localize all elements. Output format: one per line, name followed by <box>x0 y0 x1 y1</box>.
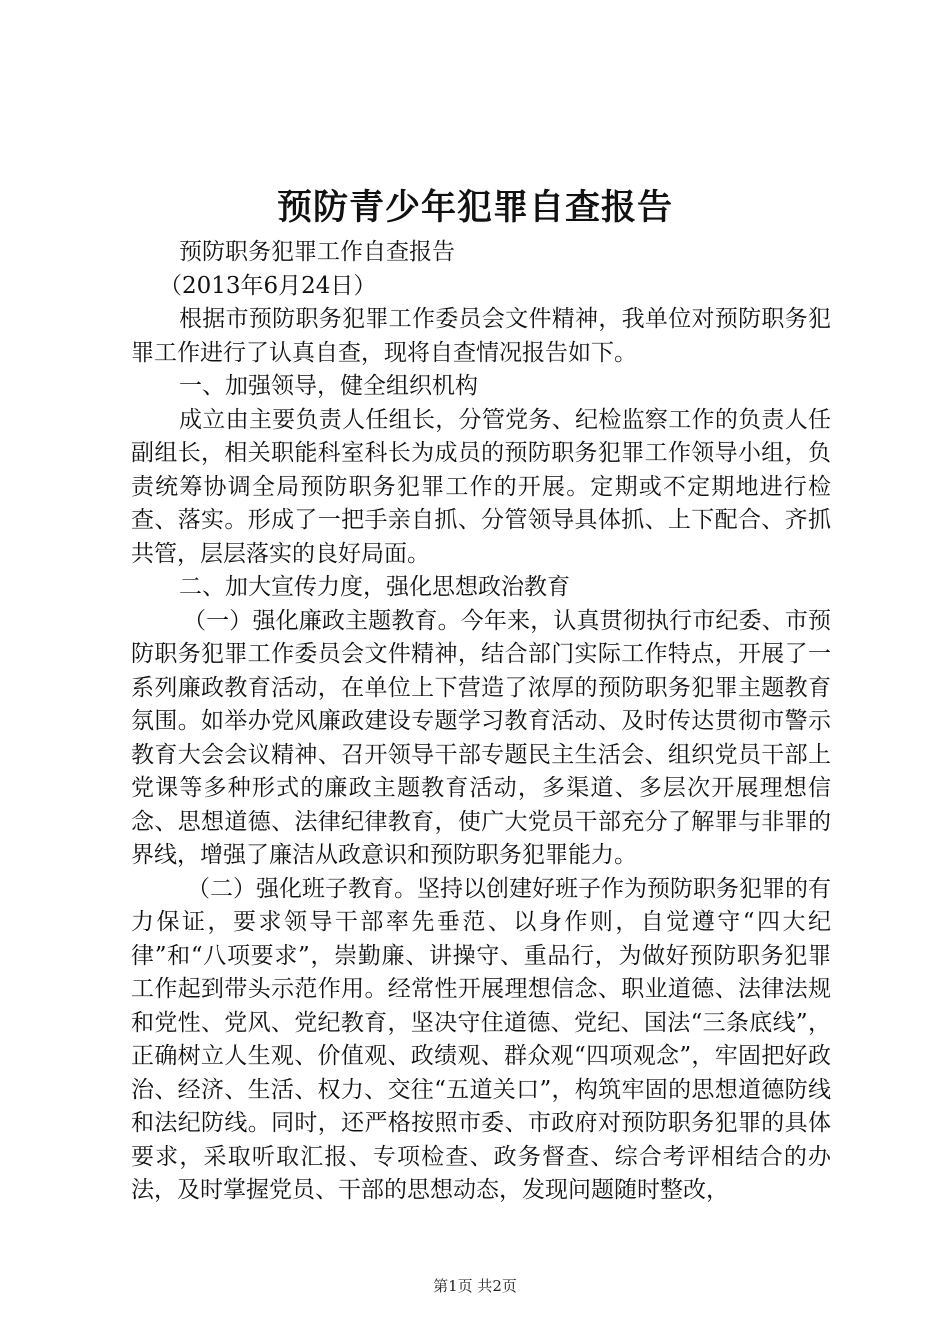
document-title: 预防青少年犯罪自查报告 <box>276 187 673 228</box>
section-2-paragraph-2: （二）强化班子教育。坚持以创建好班子作为预防职务犯罪的有力保证，要求领导干部率先垂范、以身作则，自觉遵守“四大纪律”和“八项要求”，崇勤廉、讲操守、重品行，为做好预防职务犯罪工作起到带头示范作用。经常性开展理想信念、职业道德、法律法规和党性、党风、党纪教育，坚决守住道德、党纪、国法“三条底线”，正确树立人生观、价值观、政绩观、群众观“四项观念”，牢固把好政治、经济、生活、权力、交往“五道关口”，构筑牢固的思想道德防线和法纪防线。同时，还严格按照市委、市政府对预防职务犯罪的具体要求，采取听取汇报、专项检查、政务督查、综合考评相结合的办法，及时掌握党员、干部的思想动态，发现问题随时整改， <box>131 875 831 1203</box>
intro-paragraph: 根据市预防职务犯罪工作委员会文件精神，我单位对预防职务犯罪工作进行了认真自查，现将自查情况报告如下。 <box>131 306 831 366</box>
page-footer: 第1页 共2页 <box>433 1277 517 1295</box>
section-2-heading: 二、加大宣传力度，强化思想政治教育 <box>179 574 570 600</box>
section-1-heading: 一、加强领导，健全组织机构 <box>179 373 478 399</box>
document-date: （2013年6月24日） <box>159 272 377 299</box>
section-2-paragraph-1: （一）强化廉政主题教育。今年来，认真贯彻执行市纪委、市预防职务犯罪工作委员会文件精神，结合部门实际工作特点，开展了一系列廉政教育活动，在单位上下营造了浓厚的预防职务犯罪主题教育氛围。如举办党风廉政建设专题学习教育活动、及时传达贯彻市警示教育大会会议精神、召开领导干部专题民主生活会、组织党员干部上党课等多种形式的廉政主题教育活动，多渠道、多层次开展理想信念、思想道德、法律纪律教育，使广大党员干部充分了解罪与非罪的界线，增强了廉洁从政意识和预防职务犯罪能力。 <box>131 607 831 868</box>
document-subtitle: 预防职务犯罪工作自查报告 <box>179 239 455 265</box>
section-1-paragraph: 成立由主要负责人任组长，分管党务、纪检监察工作的负责人任副组长，相关职能科室科长为成员的预防职务犯罪工作领导小组，负责统筹协调全局预防职务犯罪工作的开展。定期或不定期地进行检查、落实。形成了一把手亲自抓、分管领导具体抓、上下配合、齐抓共管，层层落实的良好局面。 <box>131 406 831 567</box>
document-body <box>131 236 831 1208</box>
